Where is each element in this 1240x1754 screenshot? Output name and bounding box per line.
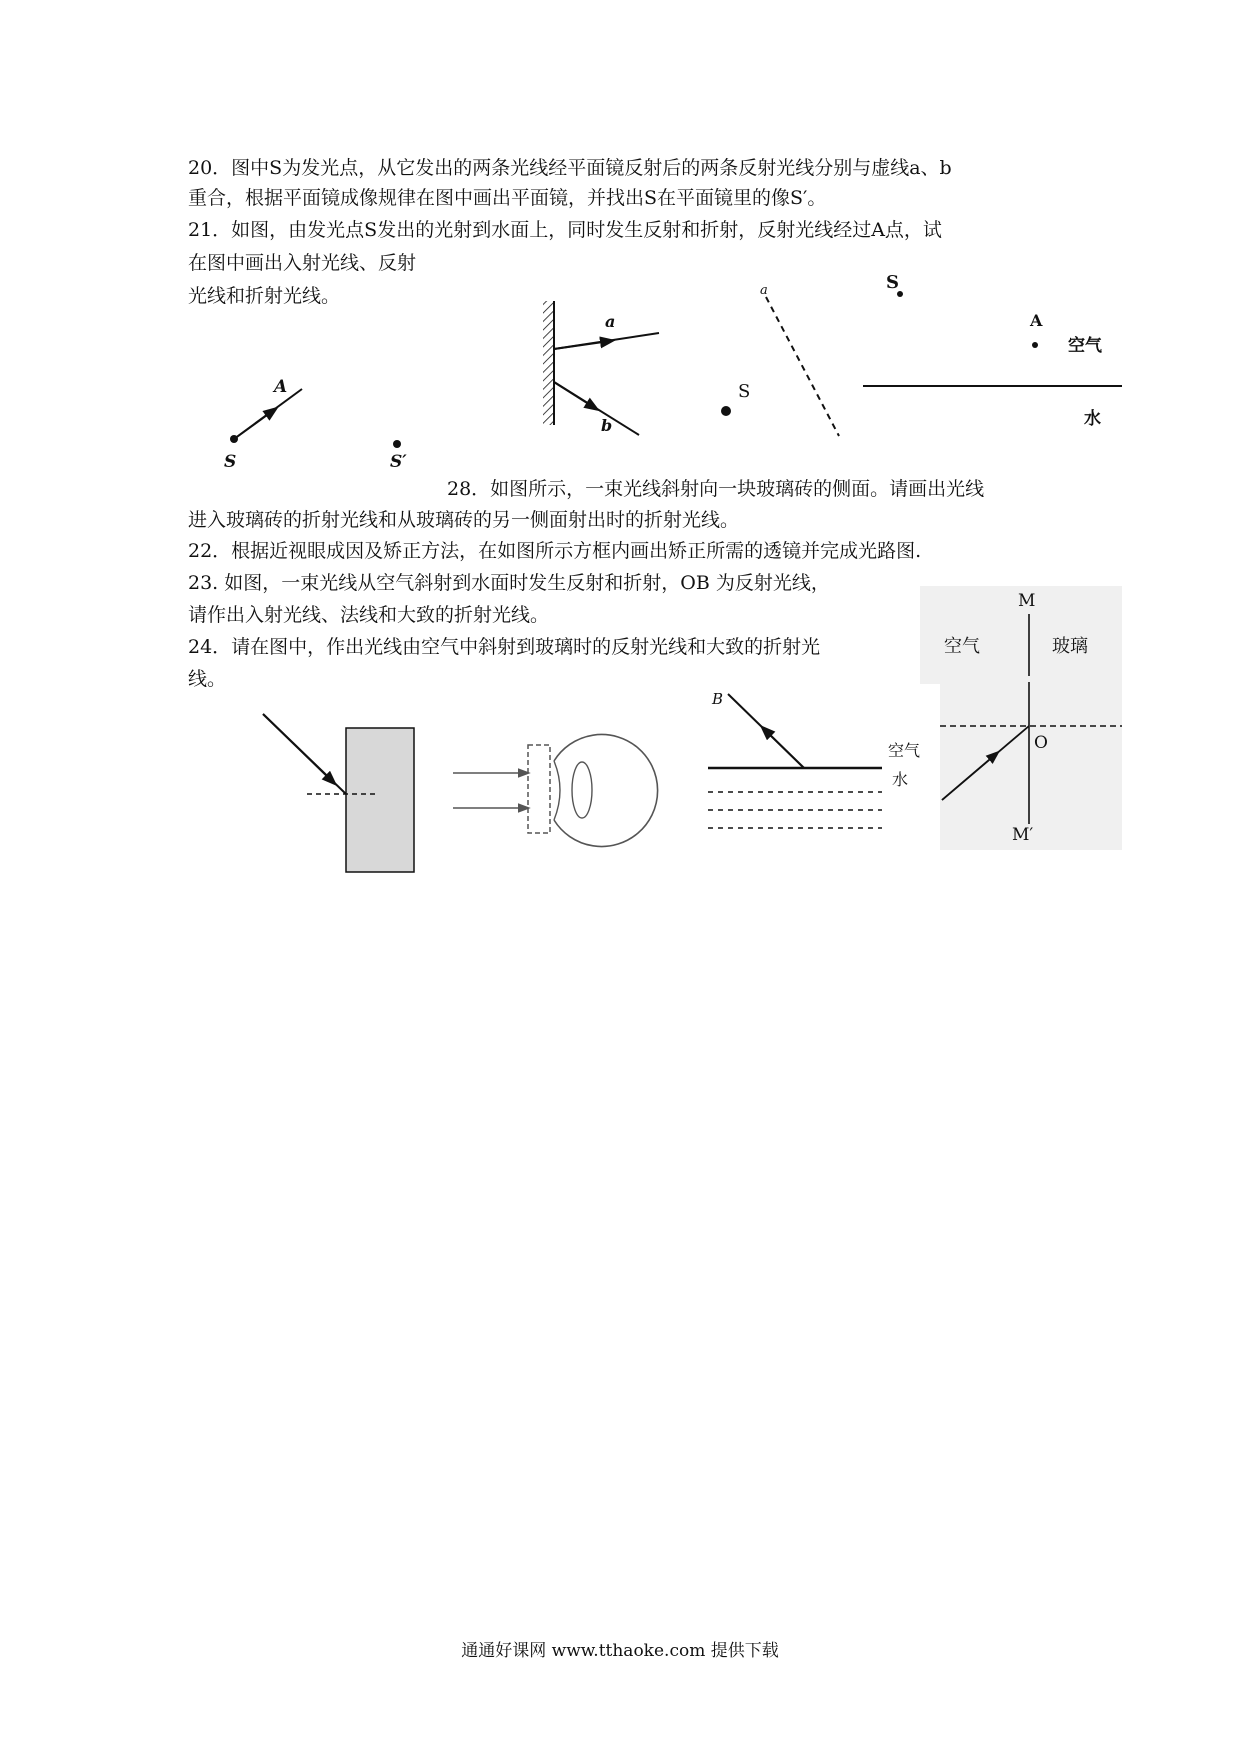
q21-line3: 光线和折射光线。 xyxy=(188,285,341,307)
label-a: a xyxy=(605,312,616,331)
label-air: 空气 xyxy=(944,636,980,657)
q28-line1: 28．如图所示，一束光线斜射向一块玻璃砖的侧面。请画出光线 xyxy=(447,478,985,500)
dashed-line-a xyxy=(766,297,839,436)
incident-arrow xyxy=(263,714,333,782)
figure-dashed-line xyxy=(710,272,860,457)
label-air: 空气 xyxy=(888,741,921,760)
ray-ob-arrow xyxy=(764,729,804,768)
ray-arrow xyxy=(234,410,274,439)
figure-mirror-rays xyxy=(535,295,675,440)
q23-line1: 23. 如图，一束光线从空气斜射到水面时发生反射和折射，OB 为反射光线， xyxy=(188,572,830,594)
cornea xyxy=(554,761,560,820)
q20-line1: 20．图中S为发光点，从它发出的两条光线经平面镜反射后的两条反射光线分别与虚线a、b xyxy=(188,157,952,179)
glass-brick xyxy=(346,728,414,872)
q23-line2: 请作出入射光线、法线和大致的折射光线。 xyxy=(188,604,550,626)
figure-air-glass xyxy=(920,586,1125,851)
label-a: A xyxy=(1030,311,1043,330)
label-s: S xyxy=(224,452,237,472)
label-b: b xyxy=(601,416,613,435)
label-water: 水 xyxy=(892,770,909,789)
label-m-prime: M′ xyxy=(1012,825,1034,845)
crystalline-lens xyxy=(572,762,592,818)
point-s-prime xyxy=(393,440,401,448)
label-air: 空气 xyxy=(1068,336,1102,356)
q21-line1: 21．如图，由发光点S发出的光射到水面上，同时发生反射和折射，反射光线经过A点，试 xyxy=(188,219,942,241)
point-a xyxy=(1032,342,1038,348)
mirror-hatch xyxy=(543,301,554,425)
figure-water-surface xyxy=(860,268,1125,438)
q24-line2: 线。 xyxy=(188,668,227,690)
q24-line1: 24．请在图中，作出光线由空气中斜射到玻璃时的反射光线和大致的折射光 xyxy=(188,636,821,658)
figure-eye xyxy=(448,740,668,865)
label-m: M xyxy=(1018,591,1036,611)
q22-line1: 22．根据近视眼成因及矫正方法，在如图所示方框内画出矫正所需的透镜并完成光路图. xyxy=(188,540,922,562)
label-a: A xyxy=(274,377,288,397)
eyeball xyxy=(554,735,658,847)
label-glass: 玻璃 xyxy=(1052,636,1088,657)
label-s: S xyxy=(738,381,751,402)
lens-box xyxy=(528,745,550,833)
footer-credit: 通通好课网 www.tthaoke.com 提供下载 xyxy=(461,1641,779,1661)
point-s xyxy=(230,435,238,443)
q21-line2: 在图中画出入射光线、反射 xyxy=(188,252,417,274)
q28-line2: 进入玻璃砖的折射光线和从玻璃砖的另一侧面射出时的折射光线。 xyxy=(188,509,740,531)
arrow-a xyxy=(554,341,610,349)
point-s xyxy=(721,406,731,416)
figure-reflected-ob xyxy=(700,682,921,852)
label-b: B xyxy=(712,690,724,708)
q20-line2: 重合，根据平面镜成像规律在图中画出平面镜，并找出S在平面镜里的像S′。 xyxy=(188,187,827,209)
figure-glass-block xyxy=(255,700,425,880)
label-o: O xyxy=(1034,733,1048,753)
label-s: S xyxy=(886,272,899,293)
label-water: 水 xyxy=(1084,409,1101,429)
label-a: a xyxy=(760,283,768,298)
arrow-b xyxy=(554,382,595,408)
label-s-prime: S′ xyxy=(390,452,407,472)
figure-s-a-ray xyxy=(210,370,430,480)
